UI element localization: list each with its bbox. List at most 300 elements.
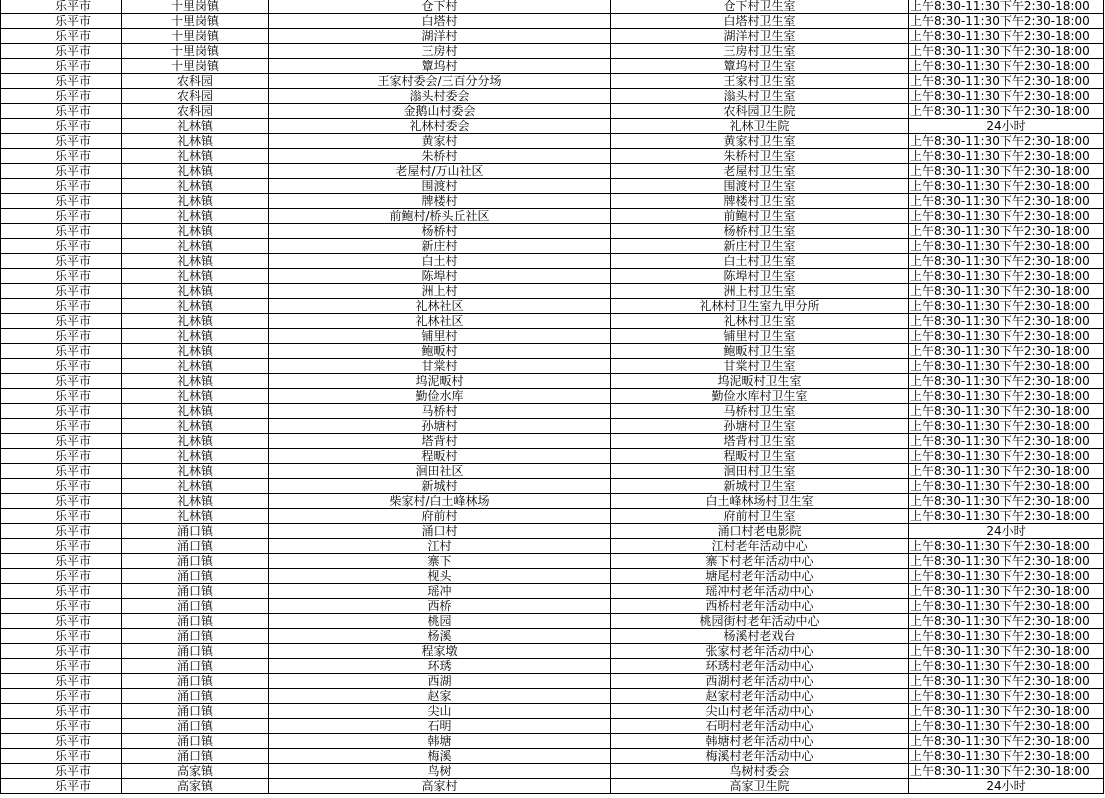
- hours-cell[interactable]: 上午8:30-11:30下午2:30-18:00: [909, 509, 1104, 524]
- town-cell[interactable]: 涌口镇: [122, 674, 269, 689]
- hours-cell[interactable]: 上午8:30-11:30下午2:30-18:00: [909, 689, 1104, 704]
- village-cell[interactable]: 鲍畈村: [269, 344, 611, 359]
- site-cell[interactable]: 程畈村卫生室: [611, 449, 909, 464]
- village-cell[interactable]: 鸟树: [269, 764, 611, 779]
- village-cell[interactable]: 尖山: [269, 704, 611, 719]
- site-cell[interactable]: 白土峰林场村卫生室: [611, 494, 909, 509]
- village-cell[interactable]: 牌楼村: [269, 194, 611, 209]
- table-row: [1, 179, 1104, 194]
- table-row: [1, 59, 1104, 74]
- town-cell[interactable]: 礼林镇: [122, 224, 269, 239]
- table-row: [1, 464, 1104, 479]
- hours-cell[interactable]: 上午8:30-11:30下午2:30-18:00: [909, 404, 1104, 419]
- table-row: [1, 419, 1104, 434]
- city-cell[interactable]: 乐平市: [1, 434, 122, 449]
- town-cell[interactable]: 农科园: [122, 89, 269, 104]
- city-cell[interactable]: 乐平市: [1, 719, 122, 734]
- site-cell[interactable]: 陈埠村卫生室: [611, 269, 909, 284]
- table-row: [1, 44, 1104, 59]
- site-cell[interactable]: 高家卫生院: [611, 779, 909, 794]
- village-cell[interactable]: 白塔村: [269, 14, 611, 29]
- hours-cell[interactable]: 上午8:30-11:30下午2:30-18:00: [909, 104, 1104, 119]
- town-cell[interactable]: 礼林镇: [122, 239, 269, 254]
- table-row: [1, 329, 1104, 344]
- village-cell[interactable]: 程畈村: [269, 449, 611, 464]
- site-cell[interactable]: 朱桥村卫生室: [611, 149, 909, 164]
- city-cell[interactable]: 乐平市: [1, 389, 122, 404]
- hours-cell[interactable]: 上午8:30-11:30下午2:30-18:00: [909, 374, 1104, 389]
- hours-cell[interactable]: 上午8:30-11:30下午2:30-18:00: [909, 239, 1104, 254]
- village-cell[interactable]: 铺里村: [269, 329, 611, 344]
- village-cell[interactable]: 王家村委会/三百分分场: [269, 74, 611, 89]
- hours-cell[interactable]: 上午8:30-11:30下午2:30-18:00: [909, 59, 1104, 74]
- city-cell[interactable]: 乐平市: [1, 149, 122, 164]
- village-cell[interactable]: 老屋村/万山社区: [269, 164, 611, 179]
- site-cell[interactable]: 江村老年活动中心: [611, 539, 909, 554]
- town-cell[interactable]: 涌口镇: [122, 599, 269, 614]
- town-cell[interactable]: 十里岗镇: [122, 59, 269, 74]
- site-cell[interactable]: 环琇村老年活动中心: [611, 659, 909, 674]
- village-cell[interactable]: 洲上村: [269, 284, 611, 299]
- table-row: [1, 359, 1104, 374]
- hours-cell[interactable]: 上午8:30-11:30下午2:30-18:00: [909, 329, 1104, 344]
- city-cell[interactable]: 乐平市: [1, 104, 122, 119]
- hours-cell[interactable]: 上午8:30-11:30下午2:30-18:00: [909, 464, 1104, 479]
- city-cell[interactable]: 乐平市: [1, 764, 122, 779]
- site-cell[interactable]: 牌楼村卫生室: [611, 194, 909, 209]
- town-cell[interactable]: 礼林镇: [122, 404, 269, 419]
- site-cell[interactable]: 三房村卫生室: [611, 44, 909, 59]
- hours-cell[interactable]: 上午8:30-11:30下午2:30-18:00: [909, 299, 1104, 314]
- site-cell[interactable]: 甘棠村卫生室: [611, 359, 909, 374]
- site-cell[interactable]: 西湖村老年活动中心: [611, 674, 909, 689]
- table-row: [1, 299, 1104, 314]
- village-cell[interactable]: 孙塘村: [269, 419, 611, 434]
- city-cell[interactable]: 乐平市: [1, 329, 122, 344]
- village-cell[interactable]: 桃园: [269, 614, 611, 629]
- table-row: [1, 119, 1104, 134]
- city-cell[interactable]: 乐平市: [1, 509, 122, 524]
- town-cell[interactable]: 礼林镇: [122, 149, 269, 164]
- village-cell[interactable]: 塔背村: [269, 434, 611, 449]
- city-cell[interactable]: 乐平市: [1, 479, 122, 494]
- town-cell[interactable]: 礼林镇: [122, 284, 269, 299]
- city-cell[interactable]: 乐平市: [1, 629, 122, 644]
- table-row: [1, 239, 1104, 254]
- city-cell[interactable]: 乐平市: [1, 734, 122, 749]
- city-cell[interactable]: 乐平市: [1, 659, 122, 674]
- table-row: [1, 434, 1104, 449]
- table-row: [1, 164, 1104, 179]
- village-cell[interactable]: 赵家: [269, 689, 611, 704]
- town-cell[interactable]: 礼林镇: [122, 359, 269, 374]
- town-cell[interactable]: 涌口镇: [122, 644, 269, 659]
- town-cell[interactable]: 礼林镇: [122, 419, 269, 434]
- village-cell[interactable]: 韩塘: [269, 734, 611, 749]
- hours-cell[interactable]: 上午8:30-11:30下午2:30-18:00: [909, 704, 1104, 719]
- site-cell[interactable]: 塔背村卫生室: [611, 434, 909, 449]
- hours-cell[interactable]: 上午8:30-11:30下午2:30-18:00: [909, 584, 1104, 599]
- table-row: [1, 779, 1104, 794]
- hours-cell[interactable]: 上午8:30-11:30下午2:30-18:00: [909, 209, 1104, 224]
- table-row: [1, 749, 1104, 764]
- hours-cell[interactable]: 上午8:30-11:30下午2:30-18:00: [909, 554, 1104, 569]
- town-cell[interactable]: 礼林镇: [122, 194, 269, 209]
- city-cell[interactable]: 乐平市: [1, 674, 122, 689]
- village-cell[interactable]: 环琇: [269, 659, 611, 674]
- village-cell[interactable]: 新庄村: [269, 239, 611, 254]
- town-cell[interactable]: 农科园: [122, 74, 269, 89]
- town-cell[interactable]: 礼林镇: [122, 164, 269, 179]
- town-cell[interactable]: 涌口镇: [122, 704, 269, 719]
- village-cell[interactable]: 礼林村委会: [269, 119, 611, 134]
- town-cell[interactable]: 农科园: [122, 104, 269, 119]
- city-cell[interactable]: 乐平市: [1, 59, 122, 74]
- hours-cell[interactable]: 24小时: [909, 119, 1104, 134]
- city-cell[interactable]: 乐平市: [1, 449, 122, 464]
- site-cell[interactable]: 湖洋村卫生室: [611, 29, 909, 44]
- hours-cell[interactable]: 上午8:30-11:30下午2:30-18:00: [909, 314, 1104, 329]
- site-cell[interactable]: 韩塘村老年活动中心: [611, 734, 909, 749]
- village-cell[interactable]: 新城村: [269, 479, 611, 494]
- village-cell[interactable]: 礼林社区: [269, 314, 611, 329]
- town-cell[interactable]: 礼林镇: [122, 329, 269, 344]
- table-row: [1, 0, 1104, 14]
- city-cell[interactable]: 乐平市: [1, 164, 122, 179]
- town-cell[interactable]: 礼林镇: [122, 344, 269, 359]
- hours-cell[interactable]: 上午8:30-11:30下午2:30-18:00: [909, 44, 1104, 59]
- town-cell[interactable]: 礼林镇: [122, 479, 269, 494]
- hours-cell[interactable]: 上午8:30-11:30下午2:30-18:00: [909, 14, 1104, 29]
- town-cell[interactable]: 礼林镇: [122, 119, 269, 134]
- site-cell[interactable]: 农科园卫生院: [611, 104, 909, 119]
- town-cell[interactable]: 涌口镇: [122, 734, 269, 749]
- town-cell[interactable]: 涌口镇: [122, 539, 269, 554]
- hours-cell[interactable]: 上午8:30-11:30下午2:30-18:00: [909, 479, 1104, 494]
- village-cell[interactable]: 程家墩: [269, 644, 611, 659]
- hours-cell[interactable]: 上午8:30-11:30下午2:30-18:00: [909, 224, 1104, 239]
- hours-cell[interactable]: 上午8:30-11:30下午2:30-18:00: [909, 764, 1104, 779]
- table-row: [1, 674, 1104, 689]
- hours-cell[interactable]: 上午8:30-11:30下午2:30-18:00: [909, 674, 1104, 689]
- village-cell[interactable]: 杨桥村: [269, 224, 611, 239]
- site-cell[interactable]: 新城村卫生室: [611, 479, 909, 494]
- city-cell[interactable]: 乐平市: [1, 539, 122, 554]
- table-row: [1, 599, 1104, 614]
- site-cell[interactable]: 塘尾村老年活动中心: [611, 569, 909, 584]
- village-cell[interactable]: 石明: [269, 719, 611, 734]
- village-cell[interactable]: 枧头: [269, 569, 611, 584]
- hours-cell[interactable]: 上午8:30-11:30下午2:30-18:00: [909, 149, 1104, 164]
- table-row: [1, 314, 1104, 329]
- site-cell[interactable]: 马桥村卫生室: [611, 404, 909, 419]
- town-cell[interactable]: 礼林镇: [122, 434, 269, 449]
- site-cell[interactable]: 坞泥畈村卫生室: [611, 374, 909, 389]
- hours-cell[interactable]: 上午8:30-11:30下午2:30-18:00: [909, 0, 1104, 14]
- town-cell[interactable]: 礼林镇: [122, 374, 269, 389]
- hours-cell[interactable]: 上午8:30-11:30下午2:30-18:00: [909, 614, 1104, 629]
- town-cell[interactable]: 涌口镇: [122, 749, 269, 764]
- city-cell[interactable]: 乐平市: [1, 464, 122, 479]
- town-cell[interactable]: 涌口镇: [122, 524, 269, 539]
- hours-cell[interactable]: 上午8:30-11:30下午2:30-18:00: [909, 389, 1104, 404]
- village-cell[interactable]: 西桥: [269, 599, 611, 614]
- table-row: [1, 224, 1104, 239]
- town-cell[interactable]: 礼林镇: [122, 494, 269, 509]
- site-cell[interactable]: 围渡村卫生室: [611, 179, 909, 194]
- site-cell[interactable]: 鲍畈村卫生室: [611, 344, 909, 359]
- hours-cell[interactable]: 上午8:30-11:30下午2:30-18:00: [909, 134, 1104, 149]
- town-cell[interactable]: 礼林镇: [122, 299, 269, 314]
- town-cell[interactable]: 涌口镇: [122, 629, 269, 644]
- village-cell[interactable]: 甘棠村: [269, 359, 611, 374]
- village-cell[interactable]: 府前村: [269, 509, 611, 524]
- hours-cell[interactable]: 上午8:30-11:30下午2:30-18:00: [909, 719, 1104, 734]
- town-cell[interactable]: 十里岗镇: [122, 44, 269, 59]
- village-cell[interactable]: 洄田社区: [269, 464, 611, 479]
- city-cell[interactable]: 乐平市: [1, 554, 122, 569]
- hours-cell[interactable]: 上午8:30-11:30下午2:30-18:00: [909, 344, 1104, 359]
- city-cell[interactable]: 乐平市: [1, 134, 122, 149]
- table-row: [1, 764, 1104, 779]
- town-cell[interactable]: 涌口镇: [122, 659, 269, 674]
- hours-cell[interactable]: 24小时: [909, 524, 1104, 539]
- town-cell[interactable]: 涌口镇: [122, 554, 269, 569]
- site-cell[interactable]: 礼林村卫生室九甲分所: [611, 299, 909, 314]
- village-cell[interactable]: 围渡村: [269, 179, 611, 194]
- city-cell[interactable]: 乐平市: [1, 254, 122, 269]
- table-row: [1, 479, 1104, 494]
- city-cell[interactable]: 乐平市: [1, 119, 122, 134]
- village-cell[interactable]: 前鲍村/桥头丘社区: [269, 209, 611, 224]
- site-cell[interactable]: 杨溪村老戏台: [611, 629, 909, 644]
- site-cell[interactable]: 白塔村卫生室: [611, 14, 909, 29]
- table-row: [1, 389, 1104, 404]
- city-cell[interactable]: 乐平市: [1, 419, 122, 434]
- city-cell[interactable]: 乐平市: [1, 569, 122, 584]
- city-cell[interactable]: 乐平市: [1, 644, 122, 659]
- hours-cell[interactable]: 上午8:30-11:30下午2:30-18:00: [909, 179, 1104, 194]
- site-cell[interactable]: 洄田村卫生室: [611, 464, 909, 479]
- village-cell[interactable]: 涌口村: [269, 524, 611, 539]
- table-row: [1, 254, 1104, 269]
- town-cell[interactable]: 涌口镇: [122, 569, 269, 584]
- site-cell[interactable]: 寨下村老年活动中心: [611, 554, 909, 569]
- site-cell[interactable]: 桃园街村老年活动中心: [611, 614, 909, 629]
- village-cell[interactable]: 马桥村: [269, 404, 611, 419]
- city-cell[interactable]: 乐平市: [1, 194, 122, 209]
- site-cell[interactable]: 洲上村卫生室: [611, 284, 909, 299]
- town-cell[interactable]: 礼林镇: [122, 464, 269, 479]
- hours-cell[interactable]: 上午8:30-11:30下午2:30-18:00: [909, 164, 1104, 179]
- village-cell[interactable]: 金鹅山村委会: [269, 104, 611, 119]
- city-cell[interactable]: 乐平市: [1, 14, 122, 29]
- site-cell[interactable]: 张家村老年活动中心: [611, 644, 909, 659]
- site-cell[interactable]: 府前村卫生室: [611, 509, 909, 524]
- city-cell[interactable]: 乐平市: [1, 614, 122, 629]
- village-cell[interactable]: 礼林社区: [269, 299, 611, 314]
- table-row: [1, 209, 1104, 224]
- village-cell[interactable]: 高家村: [269, 779, 611, 794]
- hours-cell[interactable]: 上午8:30-11:30下午2:30-18:00: [909, 29, 1104, 44]
- site-cell[interactable]: 鸟树村委会: [611, 764, 909, 779]
- hours-cell[interactable]: 上午8:30-11:30下午2:30-18:00: [909, 569, 1104, 584]
- village-cell[interactable]: 黄家村: [269, 134, 611, 149]
- site-cell[interactable]: 滃头村卫生室: [611, 89, 909, 104]
- site-cell[interactable]: 杨桥村卫生室: [611, 224, 909, 239]
- site-cell[interactable]: 黄家村卫生室: [611, 134, 909, 149]
- site-cell[interactable]: 仓下村卫生室: [611, 0, 909, 14]
- hours-cell[interactable]: 上午8:30-11:30下午2:30-18:00: [909, 89, 1104, 104]
- village-cell[interactable]: 仓下村: [269, 0, 611, 14]
- city-cell[interactable]: 乐平市: [1, 704, 122, 719]
- table-row: [1, 584, 1104, 599]
- village-cell[interactable]: 湖洋村: [269, 29, 611, 44]
- village-cell[interactable]: 坞泥畈村: [269, 374, 611, 389]
- city-cell[interactable]: 乐平市: [1, 404, 122, 419]
- town-cell[interactable]: 涌口镇: [122, 719, 269, 734]
- village-cell[interactable]: 瑶冲: [269, 584, 611, 599]
- city-cell[interactable]: 乐平市: [1, 224, 122, 239]
- city-cell[interactable]: 乐平市: [1, 209, 122, 224]
- town-cell[interactable]: 礼林镇: [122, 314, 269, 329]
- town-cell[interactable]: 涌口镇: [122, 584, 269, 599]
- hours-cell[interactable]: 上午8:30-11:30下午2:30-18:00: [909, 449, 1104, 464]
- table-row: [1, 374, 1104, 389]
- site-cell[interactable]: 瑶冲村老年活动中心: [611, 584, 909, 599]
- village-cell[interactable]: 梅溪: [269, 749, 611, 764]
- site-cell[interactable]: 簟坞村卫生室: [611, 59, 909, 74]
- town-cell[interactable]: 礼林镇: [122, 449, 269, 464]
- site-cell[interactable]: 新庄村卫生室: [611, 239, 909, 254]
- site-cell[interactable]: 梅溪村老年活动中心: [611, 749, 909, 764]
- table-row: [1, 89, 1104, 104]
- town-cell[interactable]: 礼林镇: [122, 389, 269, 404]
- village-cell[interactable]: 江村: [269, 539, 611, 554]
- town-cell[interactable]: 礼林镇: [122, 209, 269, 224]
- site-cell[interactable]: 涌口村老电影院: [611, 524, 909, 539]
- city-cell[interactable]: 乐平市: [1, 494, 122, 509]
- city-cell[interactable]: 乐平市: [1, 749, 122, 764]
- city-cell[interactable]: 乐平市: [1, 359, 122, 374]
- city-cell[interactable]: 乐平市: [1, 74, 122, 89]
- hours-cell[interactable]: 上午8:30-11:30下午2:30-18:00: [909, 359, 1104, 374]
- site-cell[interactable]: 白土村卫生室: [611, 254, 909, 269]
- village-cell[interactable]: 三房村: [269, 44, 611, 59]
- hours-cell[interactable]: 上午8:30-11:30下午2:30-18:00: [909, 254, 1104, 269]
- city-cell[interactable]: 乐平市: [1, 239, 122, 254]
- site-cell[interactable]: 礼林卫生院: [611, 119, 909, 134]
- town-cell[interactable]: 十里岗镇: [122, 14, 269, 29]
- table-row: [1, 659, 1104, 674]
- site-cell[interactable]: 老屋村卫生室: [611, 164, 909, 179]
- hours-cell[interactable]: 上午8:30-11:30下午2:30-18:00: [909, 494, 1104, 509]
- city-cell[interactable]: 乐平市: [1, 584, 122, 599]
- city-cell[interactable]: 乐平市: [1, 179, 122, 194]
- town-cell[interactable]: 十里岗镇: [122, 29, 269, 44]
- village-cell[interactable]: 柴家村/白土峰林场: [269, 494, 611, 509]
- table-row: [1, 524, 1104, 539]
- hours-cell[interactable]: 上午8:30-11:30下午2:30-18:00: [909, 419, 1104, 434]
- site-cell[interactable]: 石明村老年活动中心: [611, 719, 909, 734]
- table-row: [1, 104, 1104, 119]
- village-cell[interactable]: 陈埠村: [269, 269, 611, 284]
- hours-cell[interactable]: 上午8:30-11:30下午2:30-18:00: [909, 434, 1104, 449]
- city-cell[interactable]: 乐平市: [1, 269, 122, 284]
- site-cell[interactable]: 赵家村老年活动中心: [611, 689, 909, 704]
- hours-cell[interactable]: 上午8:30-11:30下午2:30-18:00: [909, 194, 1104, 209]
- town-cell[interactable]: 十里岗镇: [122, 0, 269, 14]
- hours-cell[interactable]: 上午8:30-11:30下午2:30-18:00: [909, 284, 1104, 299]
- town-cell[interactable]: 高家镇: [122, 779, 269, 794]
- village-cell[interactable]: 白土村: [269, 254, 611, 269]
- hours-cell[interactable]: 上午8:30-11:30下午2:30-18:00: [909, 629, 1104, 644]
- city-cell[interactable]: 乐平市: [1, 524, 122, 539]
- town-cell[interactable]: 礼林镇: [122, 134, 269, 149]
- town-cell[interactable]: 高家镇: [122, 764, 269, 779]
- town-cell[interactable]: 礼林镇: [122, 269, 269, 284]
- village-cell[interactable]: 朱桥村: [269, 149, 611, 164]
- table-row: [1, 629, 1104, 644]
- hours-cell[interactable]: 上午8:30-11:30下午2:30-18:00: [909, 269, 1104, 284]
- town-cell[interactable]: 涌口镇: [122, 614, 269, 629]
- village-cell[interactable]: 西湖: [269, 674, 611, 689]
- site-cell[interactable]: 铺里村卫生室: [611, 329, 909, 344]
- hours-cell[interactable]: 上午8:30-11:30下午2:30-18:00: [909, 74, 1104, 89]
- city-cell[interactable]: 乐平市: [1, 344, 122, 359]
- village-cell[interactable]: 簟坞村: [269, 59, 611, 74]
- village-cell[interactable]: 杨溪: [269, 629, 611, 644]
- site-cell[interactable]: 勤俭水库村卫生室: [611, 389, 909, 404]
- site-cell[interactable]: 礼林村卫生室: [611, 314, 909, 329]
- table-row: [1, 344, 1104, 359]
- hours-cell[interactable]: 上午8:30-11:30下午2:30-18:00: [909, 734, 1104, 749]
- city-cell[interactable]: 乐平市: [1, 299, 122, 314]
- site-cell[interactable]: 前鲍村卫生室: [611, 209, 909, 224]
- hours-cell[interactable]: 上午8:30-11:30下午2:30-18:00: [909, 599, 1104, 614]
- town-cell[interactable]: 礼林镇: [122, 254, 269, 269]
- table-row: [1, 689, 1104, 704]
- city-cell[interactable]: 乐平市: [1, 29, 122, 44]
- city-cell[interactable]: 乐平市: [1, 89, 122, 104]
- site-cell[interactable]: 西桥村老年活动中心: [611, 599, 909, 614]
- site-cell[interactable]: 孙塘村卫生室: [611, 419, 909, 434]
- hours-cell[interactable]: 24小时: [909, 779, 1104, 794]
- city-cell[interactable]: 乐平市: [1, 689, 122, 704]
- city-cell[interactable]: 乐平市: [1, 0, 122, 14]
- village-cell[interactable]: 寨下: [269, 554, 611, 569]
- city-cell[interactable]: 乐平市: [1, 779, 122, 794]
- city-cell[interactable]: 乐平市: [1, 599, 122, 614]
- site-cell[interactable]: 王家村卫生室: [611, 74, 909, 89]
- city-cell[interactable]: 乐平市: [1, 314, 122, 329]
- table-row: [1, 614, 1104, 629]
- site-cell[interactable]: 尖山村老年活动中心: [611, 704, 909, 719]
- hours-cell[interactable]: 上午8:30-11:30下午2:30-18:00: [909, 659, 1104, 674]
- town-cell[interactable]: 礼林镇: [122, 179, 269, 194]
- table-row: [1, 14, 1104, 29]
- city-cell[interactable]: 乐平市: [1, 374, 122, 389]
- hours-cell[interactable]: 上午8:30-11:30下午2:30-18:00: [909, 749, 1104, 764]
- city-cell[interactable]: 乐平市: [1, 44, 122, 59]
- town-cell[interactable]: 涌口镇: [122, 689, 269, 704]
- town-cell[interactable]: 礼林镇: [122, 509, 269, 524]
- hours-cell[interactable]: 上午8:30-11:30下午2:30-18:00: [909, 539, 1104, 554]
- village-cell[interactable]: 滃头村委会: [269, 89, 611, 104]
- hours-cell[interactable]: 上午8:30-11:30下午2:30-18:00: [909, 644, 1104, 659]
- village-cell[interactable]: 勤俭水库: [269, 389, 611, 404]
- city-cell[interactable]: 乐平市: [1, 284, 122, 299]
